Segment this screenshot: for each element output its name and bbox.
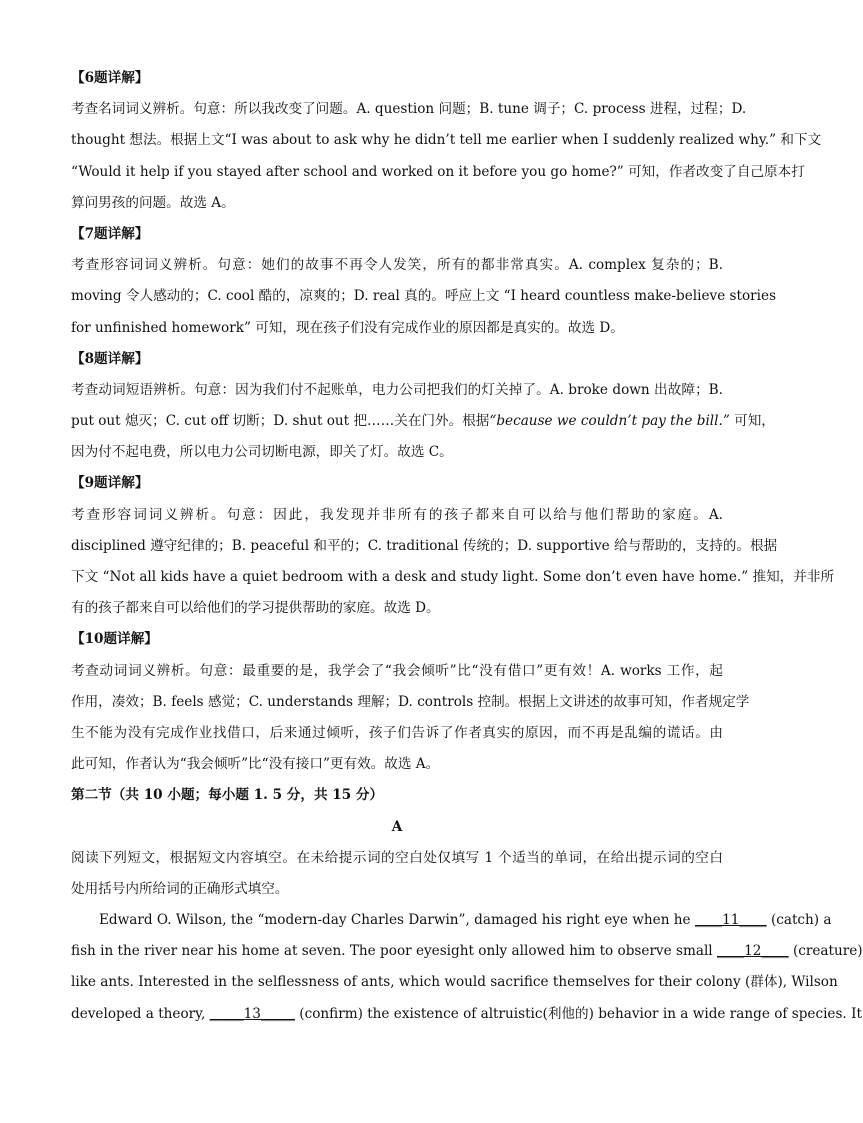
q9-line-2: disciplined 遵守纪律的；B. peaceful 和平的；C. traditional 传统的；D. supportive 给与帮助的，支持的。根据 [71, 537, 778, 554]
q8-line-1: 考查动词短语辨析。句意：因为我们付不起账单，电力公司把我们的灯关掉了。A. broke down 出故障；B. [71, 381, 723, 398]
heading-q7: 【7题详解】 [71, 225, 149, 242]
q7-line-3: for unfinished homework” 可知，现在孩子们没有完成作业的原因都是真实的。故选 D。 [71, 319, 624, 336]
blank-13[interactable]: _____13_____ [209, 1005, 295, 1022]
heading-q8: 【8题详解】 [71, 350, 149, 367]
q6-line-3: “Would it help if you stayed after school and worked on it before you go home?” 可知，作者改变了自己原本打 [71, 163, 805, 180]
q9-line-4: 有的孩子都来自可以给他们的学习提供帮助的家庭。故选 D。 [71, 600, 440, 617]
blank-12[interactable]: ____12____ [716, 943, 789, 960]
q6-line-2: thought 想法。根据上文“I was about to ask why he didn’t tell me earlier when I suddenly realized why.” 和下文 [71, 132, 822, 149]
q8-line-3: 因为付不起电费，所以电力公司切断电源，即关了灯。故选 C。 [71, 444, 453, 461]
instruction-line-1: 阅读下列短文，根据短文内容填空。在未给提示词的空白处仅填写 1 个适当的单词，在给出提示词的空白 [71, 849, 723, 866]
q7-line-1: 考查形容词词义辨析。句意：她们的故事不再令人发笑，所有的都非常真实。A. complex 复杂的；B. [71, 257, 723, 274]
instruction-line-2: 处用括号内所给词的正确形式填空。 [71, 880, 289, 897]
section-title: 第二节（共 10 小题；每小题 1. 5 分，共 15 分） [71, 787, 384, 804]
q9-line-1: 考查形容词词义辨析。句意：因此，我发现并非所有的孩子都来自可以给与他们帮助的家庭。A. [71, 506, 723, 523]
q8-line-2 [71, 406, 775, 437]
q8-line-2-tail: 可知， [734, 413, 775, 430]
q8-line-2-text: put out 熄灭；C. cut off 切断；D. shut out 把……关在门外。根据 [71, 413, 490, 430]
q9-line-3: 下文 “Not all kids have a quiet bedroom with a desk and study light. Some don’t even have home.” 推知，并非所 [71, 569, 835, 585]
q10-line-1: 考查动词词义辨析。句意：最重要的是，我学会了“我会倾听”比“没有借口”更有效！A. works 工作，起 [71, 662, 723, 679]
passage-line-4: developed a theory, _____13_____ (confirm) the existence of altruistic(利他的) behavior in a wide range of species. It [71, 1005, 862, 1022]
document-page [71, 63, 863, 1030]
heading-q9: 【9题详解】 [71, 475, 149, 492]
passage-line-3: like ants. Interested in the selflessness of ants, which would sacrifice themselves for their colony (群体), Wilson [71, 974, 838, 991]
q10-line-2: 作用，凑效；B. feels 感觉；C. understands 理解；D. controls 控制。根据上文讲述的故事可知，作者规定学 [71, 693, 750, 710]
passage-label: A [391, 818, 403, 835]
q6-line-4: 算问男孩的问题。故选 A。 [71, 194, 235, 211]
passage-line-1: Edward O. Wilson, the “modern-day Charles Darwin”, damaged his right eye when he ____11____ (catch) a [99, 912, 832, 929]
q8-quote: “because we couldn’t pay the bill.” [489, 413, 730, 430]
q7-line-2: moving 令人感动的；C. cool 酷的，凉爽的；D. real 真的。呼应上文 “I heard countless make-believe stories [71, 288, 777, 305]
passage-line-2: fish in the river near his home at seven. The poor eyesight only allowed him to observe small ____12____ (creature) [71, 943, 863, 960]
heading-q10: 【10题详解】 [71, 631, 158, 648]
heading-q6: 【6题详解】 [71, 70, 149, 86]
q10-line-4: 此可知，作者认为“我会倾听”比“没有接口”更有效。故选 A。 [71, 756, 440, 773]
q10-line-3: 生不能为没有完成作业找借口，后来通过倾听，孩子们告诉了作者真实的原因，而不再是乱编的谎话。由 [71, 724, 723, 741]
blank-11[interactable]: ____11____ [694, 912, 767, 929]
q6-line-1: 考查名词词义辨析。句意：所以我改变了问题。A. question 问题；B. tune 调子；C. process 进程，过程；D. [71, 101, 747, 118]
